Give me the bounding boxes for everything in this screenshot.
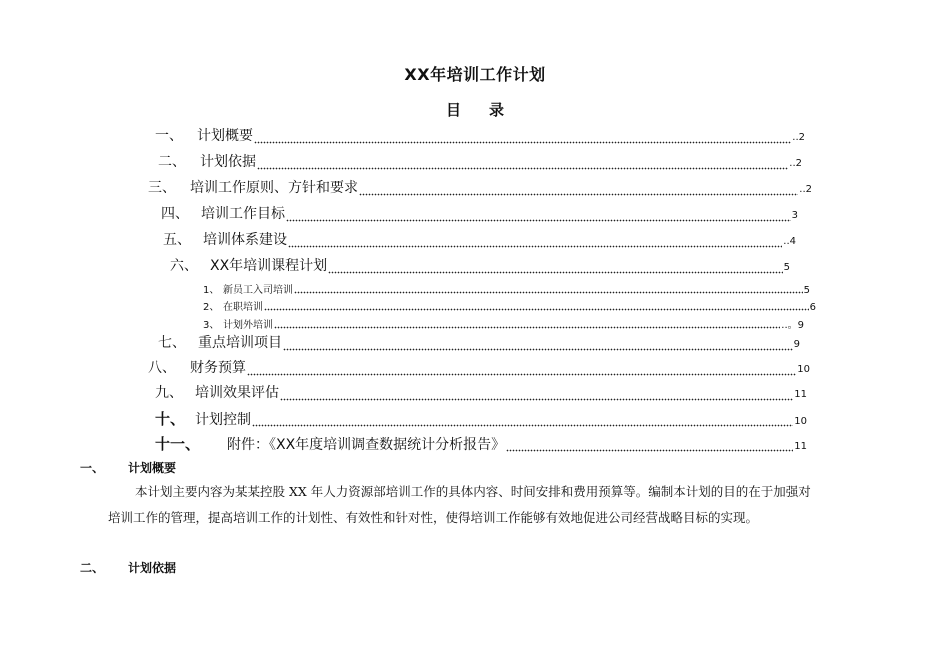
toc-heading (0, 99, 950, 120)
toc-entry-number: 七、 (158, 335, 186, 351)
toc-entry-8[interactable] (148, 357, 810, 377)
section-body-line-2: 培训工作的管理，提高培训工作的计划性、有效性和针对性，使得培训工作能够有效地促进公司经营战略目标的实现。 (108, 510, 759, 525)
toc-entry-number: 十、 (155, 410, 186, 428)
toc-entry-page: 9 (793, 339, 800, 350)
toc-leader-dots (274, 322, 780, 330)
toc-entry-number: 一、 (155, 128, 183, 144)
toc-leader-dots (247, 369, 796, 377)
toc-entry-3[interactable] (148, 177, 812, 197)
toc-entry-2[interactable] (158, 151, 802, 171)
toc-leader-dots (280, 394, 793, 402)
toc-leader-dots (288, 241, 782, 249)
toc-entry-label: 计划外培训 (223, 320, 273, 331)
toc-entry-number: 2、 (203, 302, 220, 313)
toc-entry-7[interactable] (158, 332, 800, 352)
toc-entry-page: 10 (797, 364, 810, 375)
toc-entry-1[interactable] (155, 125, 805, 145)
toc-leader-dots (328, 267, 782, 275)
toc-entry-number: 1、 (203, 285, 220, 296)
toc-entry-label: 计划控制 (195, 412, 251, 428)
toc-entry-page: 11 (794, 441, 807, 452)
toc-entry-page: 10 (794, 416, 807, 427)
toc-subentry-2[interactable] (203, 298, 816, 312)
toc-entry-number: 三、 (148, 180, 176, 196)
toc-entry-page: 3 (791, 210, 798, 221)
toc-entry-number: 二、 (158, 154, 186, 170)
toc-entry-number: 六、 (170, 258, 198, 274)
toc-heading-right: 录 (489, 101, 505, 119)
toc-entry-10[interactable] (155, 408, 807, 428)
toc-entry-9[interactable] (155, 382, 807, 402)
toc-entry-number: 十一、 (155, 435, 201, 453)
toc-entry-label: 财务预算 (190, 360, 246, 376)
toc-entry-number: 八、 (148, 360, 176, 376)
section-title: 计划概要 (128, 461, 177, 475)
toc-entry-label: 培训效果评估 (195, 385, 279, 401)
toc-entry-label: XX年培训课程计划 (210, 258, 328, 274)
section-number: 二、 (80, 561, 105, 575)
section-title: 计划依据 (128, 561, 177, 575)
toc-entry-page: 5 (783, 262, 790, 273)
toc-entry-page: ..2 (799, 184, 812, 195)
toc-leader-dots (264, 304, 809, 312)
toc-leader-dots (359, 189, 798, 197)
toc-entry-label: 培训工作目标 (201, 206, 285, 222)
toc-leader-dots (294, 287, 803, 295)
toc-entry-page: ..2 (789, 158, 802, 169)
document-title: XX年培训工作计划 (404, 65, 546, 84)
toc-entry-page: 5 (803, 285, 810, 296)
toc-leader-dots (283, 344, 793, 352)
toc-entry-page: ..。9 (781, 320, 804, 331)
toc-entry-label: 计划依据 (200, 154, 256, 170)
section-body-line-1: 本计划主要内容为某某控股 XX 年人力资源部培训工作的具体内容、时间安排和费用预算等。编制本计划的目的在于加强对 (135, 484, 811, 499)
toc-entry-number: 九、 (155, 385, 183, 401)
toc-entry-number: 3、 (203, 320, 220, 331)
toc-entry-label: 计划概要 (197, 128, 253, 144)
toc-entry-number: 四、 (161, 206, 189, 222)
toc-subentry-3[interactable] (203, 316, 804, 330)
toc-entry-11[interactable] (155, 433, 807, 453)
toc-leader-dots (506, 445, 793, 453)
toc-leader-dots (254, 137, 791, 145)
toc-entry-label: 培训体系建设 (203, 232, 287, 248)
toc-subentry-1[interactable] (203, 281, 810, 295)
toc-heading-left: 目 (445, 101, 461, 119)
toc-entry-label: 培训工作原则、方针和要求 (190, 180, 358, 196)
toc-entry-page: ..2 (792, 132, 805, 143)
section-number: 一、 (80, 461, 105, 475)
toc-entry-4[interactable] (161, 203, 798, 223)
toc-entry-label: 附件：《XX年度培训调查数据统计分析报告》 (227, 437, 506, 453)
toc-entry-5[interactable] (163, 229, 796, 249)
section-heading-2 (80, 559, 176, 576)
toc-leader-dots (252, 420, 793, 428)
section-heading-1 (80, 459, 176, 476)
toc-entry-number: 五、 (163, 232, 191, 248)
toc-entry-label: 在职培训 (223, 302, 263, 313)
toc-entry-label: 新员工入司培训 (223, 285, 293, 296)
toc-leader-dots (257, 163, 788, 171)
toc-entry-page: 6 (809, 302, 816, 313)
toc-entry-6[interactable] (170, 255, 790, 275)
toc-leader-dots (286, 215, 791, 223)
toc-entry-page: 11 (794, 389, 807, 400)
toc-entry-label: 重点培训项目 (198, 335, 282, 351)
toc-entry-page: ..4 (783, 236, 796, 247)
